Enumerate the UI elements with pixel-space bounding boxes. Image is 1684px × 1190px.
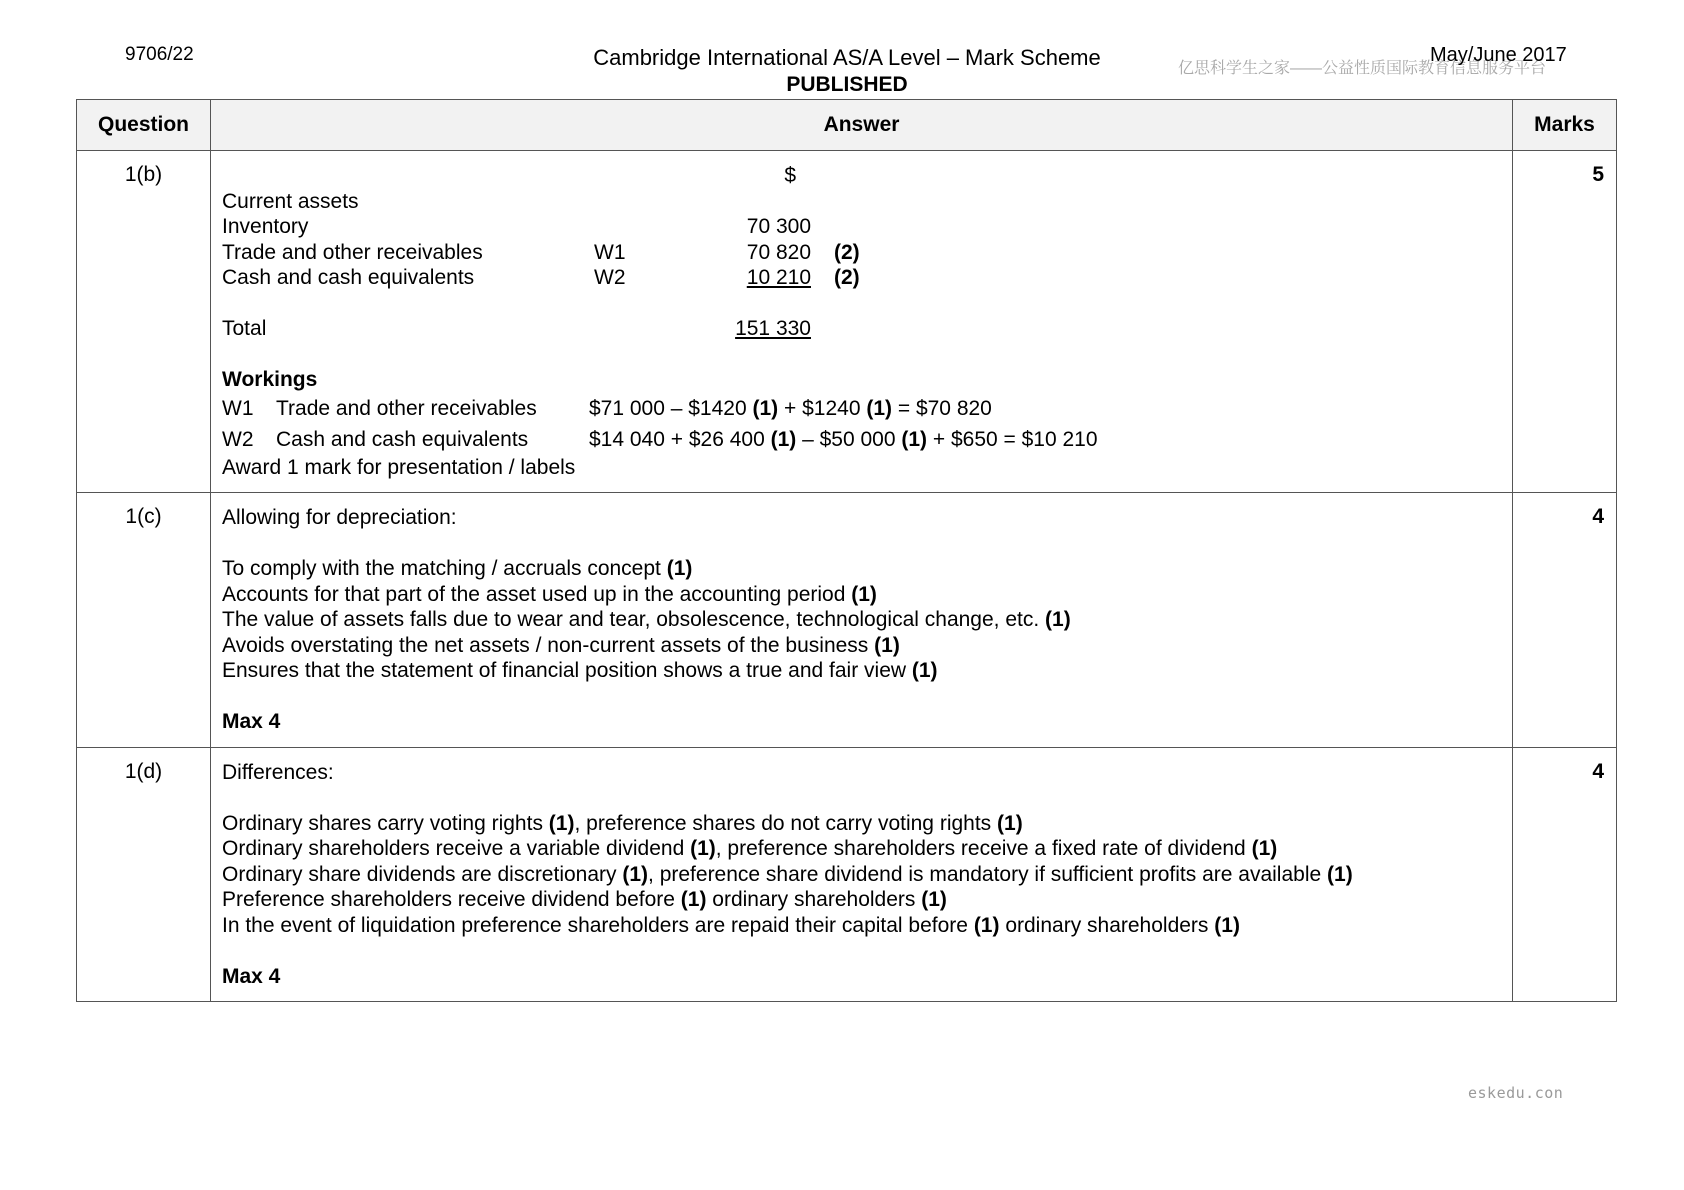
document-code: 9706/22 bbox=[125, 44, 194, 65]
list-item: The value of assets falls due to wear and tear, obsolescence, technological change, etc. (1) bbox=[222, 608, 1071, 631]
marks-value: 5 bbox=[1513, 151, 1617, 493]
answer-cell bbox=[211, 493, 1513, 748]
question-number: 1(b) bbox=[77, 151, 211, 493]
working-ref: W2 bbox=[594, 266, 626, 289]
total-amount: 151 330 bbox=[735, 317, 811, 340]
max-marks-note: Max 4 bbox=[222, 964, 281, 988]
marks-value: 4 bbox=[1513, 493, 1617, 748]
row-mark: (2) bbox=[834, 240, 860, 264]
list-item: Accounts for that part of the asset used up in the accounting period (1) bbox=[222, 582, 877, 606]
table-header-row bbox=[77, 100, 1617, 151]
mark-scheme-table bbox=[76, 99, 1617, 1002]
row-label: Trade and other receivables bbox=[222, 240, 483, 264]
list-item: Ordinary shareholders receive a variable dividend (1), preference shareholders receive a fixed rate of dividend (1) bbox=[222, 837, 1278, 860]
table-row-1d bbox=[77, 747, 1617, 1002]
row-amount bbox=[222, 265, 811, 291]
list-item: In the event of liquidation preference shareholders are repaid their capital before (1) ordinary shareholders (1) bbox=[222, 913, 1240, 937]
row-amount: 70 300 bbox=[746, 215, 811, 238]
presentation-note: Award 1 mark for presentation / labels bbox=[222, 455, 576, 479]
question-number: 1(c) bbox=[77, 493, 211, 748]
watermark-footer: eskedu.con bbox=[1468, 1084, 1564, 1102]
working-line bbox=[222, 424, 1502, 455]
row-amount: 70 820 bbox=[746, 240, 811, 264]
answer-cell bbox=[211, 151, 1513, 493]
list-item: Ordinary share dividends are discretionary (1), preference share dividend is mandatory if sufficient profits are available (1) bbox=[222, 862, 1353, 886]
list-item: Avoids overstating the net assets / non-current assets of the business (1) bbox=[222, 633, 900, 657]
document-title: Cambridge International AS/A Level – Mark Scheme bbox=[593, 45, 1101, 70]
published-label: PUBLISHED bbox=[786, 73, 908, 96]
row-label: Inventory bbox=[222, 215, 309, 238]
question-number: 1(d) bbox=[77, 747, 211, 1002]
workings-heading: Workings bbox=[222, 368, 318, 391]
current-assets-statement bbox=[222, 163, 1502, 480]
statement-row bbox=[222, 240, 1502, 266]
statement-row bbox=[222, 265, 1502, 291]
working-key: W1 bbox=[222, 396, 254, 420]
total-row bbox=[222, 316, 1502, 342]
currency-heading: $ bbox=[784, 164, 796, 187]
working-key: W2 bbox=[222, 427, 254, 451]
working-name: Trade and other receivables bbox=[276, 396, 537, 420]
list-item: Preference shareholders receive dividend before (1) ordinary shareholders (1) bbox=[222, 888, 947, 911]
underlined-amount: 10 210 bbox=[746, 266, 811, 289]
list-item: Ordinary shares carry voting rights (1), preference shares do not carry voting rights (1) bbox=[222, 811, 1023, 835]
max-marks-note: Max 4 bbox=[222, 710, 281, 733]
statement-heading: Current assets bbox=[222, 189, 359, 213]
answer-column-header: Answer bbox=[211, 100, 1513, 151]
working-ref: W1 bbox=[594, 240, 626, 264]
table-row-1b bbox=[77, 151, 1617, 493]
watermark-chinese: 亿思科学生之家——公益性质国际教育信息服务平台 bbox=[1178, 60, 1547, 77]
row-label: Cash and cash equivalents bbox=[222, 266, 475, 289]
marks-value: 4 bbox=[1513, 747, 1617, 1002]
answer-cell bbox=[211, 747, 1513, 1002]
working-formula: $71 000 – $1420 (1) + $1240 (1) = $70 820 bbox=[589, 396, 992, 420]
total-amount-wrap bbox=[222, 316, 811, 342]
question-column-header: Question bbox=[77, 100, 211, 151]
row-mark: (2) bbox=[834, 266, 860, 289]
marks-column-header: Marks bbox=[1513, 100, 1617, 151]
list-item: Ensures that the statement of financial position shows a true and fair view (1) bbox=[222, 659, 938, 682]
working-formula: $14 040 + $26 400 (1) – $50 000 (1) + $650 = $10 210 bbox=[589, 427, 1098, 451]
working-name: Cash and cash equivalents bbox=[276, 427, 529, 451]
total-label: Total bbox=[222, 317, 267, 340]
exam-session: May/June 2017 bbox=[1430, 44, 1567, 66]
answer-intro: Differences: bbox=[222, 760, 334, 784]
statement-row bbox=[222, 214, 1502, 240]
list-item: To comply with the matching / accruals concept (1) bbox=[222, 557, 693, 580]
answer-intro: Allowing for depreciation: bbox=[222, 506, 457, 529]
working-line bbox=[222, 393, 1502, 424]
table-row-1c bbox=[77, 493, 1617, 748]
